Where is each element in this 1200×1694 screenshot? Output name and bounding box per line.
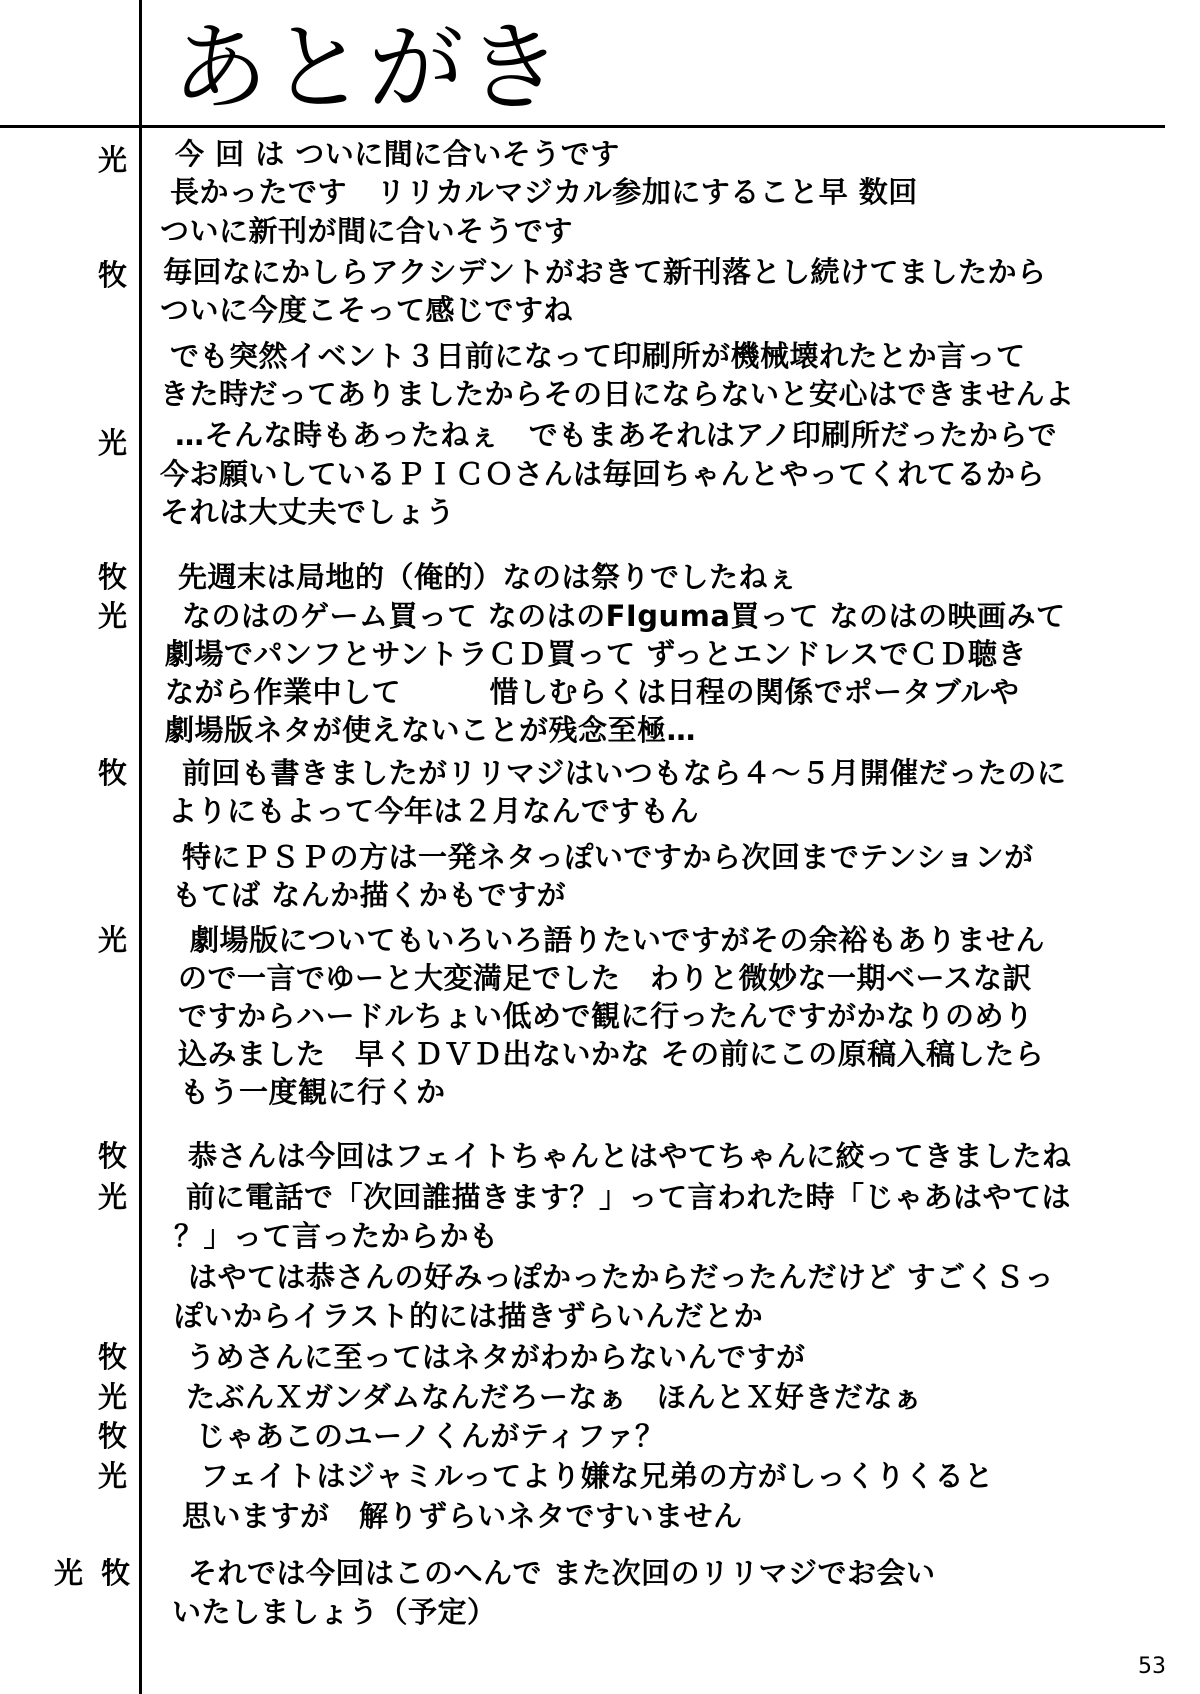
text-line: じゃあこのユーノくんがティファ？ <box>196 1419 665 1453</box>
text-line: 思いますが 解りずらいネタですいません <box>182 1499 743 1533</box>
text-line: ので一言でゆーと大変満足でした わりと微妙な一期ベースな訳 <box>178 961 1033 995</box>
text-line: 前に電話で「次回誰描きます？」って言われた時「じゃあはやては <box>186 1180 1072 1214</box>
text-line: 込みました 早くＤＶＤ出ないかな その前にこの原稿入稿したら <box>178 1037 1045 1071</box>
text-line: でも突然イベント３日前になって印刷所が機械壊れたとか言って <box>170 339 1026 373</box>
page-number: 53 <box>1138 1654 1166 1679</box>
text-line: 長かったです リリカルマジカル参加にすること早 数回 <box>170 175 918 209</box>
speaker-label: 牧 <box>98 560 128 594</box>
text-line: ついに新刊が間に合いそうです <box>160 214 574 248</box>
text-line: 前回も書きましたがリリマジはいつもなら４～５月開催だったのに <box>182 756 1067 790</box>
text-line: 今 回 は ついに間に合いそうです <box>175 137 620 171</box>
text-line: なのはのゲーム買って なのはのFIguma買って なのはの映画みて <box>182 599 1066 633</box>
text-line: 劇場版についてもいろいろ語りたいですがその余裕もありません <box>190 923 1045 957</box>
text-line: 今お願いしているＰＩＣＯさんは毎回ちゃんとやってくれてるから <box>160 457 1046 491</box>
speaker-label: 光 牧 <box>54 1556 131 1590</box>
speaker-label: 牧 <box>98 1139 128 1173</box>
speaker-label: 牧 <box>98 258 128 292</box>
speaker-label: 光 <box>98 143 128 177</box>
text-line: ですからハードルちょい低めで観に行ったんですがかなりのめり <box>178 999 1034 1033</box>
text-line: それは大丈夫でしょう <box>160 495 456 529</box>
text-line: ？」って言ったからかも <box>174 1219 499 1253</box>
text-line: 特にＰＳＰの方は一発ネタっぽいですから次回までテンションが <box>182 840 1034 874</box>
speaker-label: 光 <box>98 1180 128 1214</box>
text-line: 恭さんは今回はフェイトちゃんとはやてちゃんに絞ってきましたね <box>188 1139 1072 1173</box>
text-line: うめさんに至ってはネタがわからないんですが <box>186 1340 806 1374</box>
text-line: それでは今回はこのへんで また次回のリリマジでお会い <box>188 1556 936 1590</box>
text-line: ついに今度こそって感じですね <box>160 293 574 327</box>
text-line: よりにもよって今年は２月なんですもん <box>168 794 700 828</box>
speaker-label: 光 <box>98 1380 128 1414</box>
text-line: 劇場版ネタが使えないことが残念至極… <box>165 713 697 747</box>
speaker-label: 光 <box>98 1459 128 1493</box>
text-line: 毎回なにかしらアクシデントがおきて新刊落とし続けてましたから <box>163 255 1047 289</box>
text-line: はやては恭さんの好みっぽかったからだったんだけど すごくＳっ <box>188 1260 1055 1294</box>
text-line: たぶんＸガンダムなんだろーなぁ ほんとＸ好きだなぁ <box>186 1380 923 1414</box>
speaker-label: 光 <box>98 923 128 957</box>
speaker-label: 光 <box>98 426 128 460</box>
text-line: もてば なんか描くかもですが <box>172 878 567 912</box>
margin-rule-vertical <box>139 0 142 1694</box>
text-line: ながら作業中して 惜しむらくは日程の関係でポータブルや <box>165 675 1020 709</box>
text-line: きた時だってありましたからその日にならないと安心はできませんよ <box>160 377 1075 411</box>
text-line: フェイトはジャミルってより嫌な兄弟の方がしっくりくると <box>200 1459 994 1493</box>
text-line: …そんな時もあったねぇ でもまあそれはアノ印刷所だったからで <box>175 418 1058 452</box>
speaker-label: 牧 <box>98 756 128 790</box>
text-line: ぽいからイラスト的には描きずらいんだとか <box>174 1299 764 1333</box>
page-title: あとがき <box>172 12 564 124</box>
text-line: 先週末は局地的（俺的）なのは祭りでしたねぇ <box>178 560 798 594</box>
speaker-label: 光 <box>98 599 128 633</box>
speaker-label: 牧 <box>98 1419 128 1453</box>
speaker-label: 牧 <box>98 1340 128 1374</box>
text-line: いたしましょう（予定） <box>172 1595 497 1629</box>
text-line: 劇場でパンフとサントラＣＤ買って ずっとエンドレスでＣＤ聴き <box>165 637 1028 671</box>
text-line: もう一度観に行くか <box>180 1075 446 1109</box>
